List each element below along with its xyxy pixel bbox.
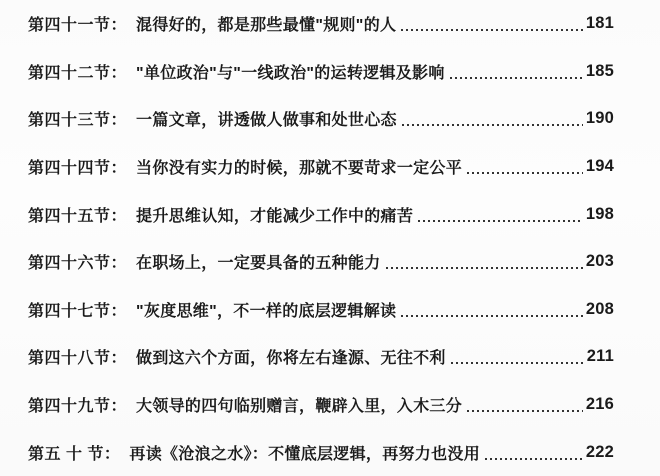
dot-leader xyxy=(467,410,583,412)
toc-entry xyxy=(28,333,614,381)
toc-entry xyxy=(28,286,614,334)
chapter-label: 第四十八节： xyxy=(28,350,128,368)
chapter-title: 做到这六个方面，你将左右逢源、无往不利 xyxy=(136,350,446,368)
page-number: 181 xyxy=(585,14,614,33)
dot-leader xyxy=(401,315,583,317)
chapter-label: 第四十五节： xyxy=(28,207,128,225)
page-number: 203 xyxy=(585,252,614,271)
dot-leader xyxy=(386,267,583,269)
chapter-label: 第四十二节： xyxy=(28,64,128,82)
dot-leader xyxy=(485,458,583,460)
dot-leader xyxy=(451,362,584,364)
chapter-label: 第四十三节： xyxy=(28,112,128,130)
page-number: 216 xyxy=(585,395,614,414)
chapter-title: 提升思维认知，才能减少工作中的痛苦 xyxy=(136,207,414,225)
toc-entry xyxy=(28,95,614,143)
chapter-label: 第四十六节： xyxy=(28,255,128,273)
chapter-label: 第四十七节： xyxy=(28,302,128,320)
chapter-title: 当你没有实力的时候，那就不要苛求一定公平 xyxy=(136,160,463,178)
toc-entry xyxy=(28,238,614,286)
page-number: 194 xyxy=(585,157,614,176)
toc-entry xyxy=(28,190,614,238)
chapter-title: 混得好的，都是那些最懂"规则"的人 xyxy=(136,17,397,35)
chapter-title: 再读《沧浪之水》：不懂底层逻辑，再努力也没用 xyxy=(129,445,481,463)
chapter-title: 一篇文章，讲透做人做事和处世心态 xyxy=(136,112,397,130)
chapter-title: "单位政治"与"一线政治"的运转逻辑及影响 xyxy=(136,64,445,82)
toc-entry xyxy=(28,381,614,429)
toc-entry xyxy=(28,48,614,96)
dot-leader xyxy=(467,172,583,174)
toc-entry xyxy=(28,0,614,48)
chapter-label: 第四十一节： xyxy=(28,17,128,35)
dot-leader xyxy=(402,124,583,126)
chapter-title: "灰度思维"，不一样的底层逻辑解读 xyxy=(136,302,397,320)
toc-list xyxy=(28,0,614,476)
page-number: 185 xyxy=(585,61,614,80)
dot-leader xyxy=(401,29,583,31)
page-number: 198 xyxy=(585,204,614,223)
dot-leader xyxy=(450,77,583,79)
page-number: 222 xyxy=(585,442,614,461)
chapter-label: 第四十四节： xyxy=(28,160,128,178)
page-number: 208 xyxy=(585,299,614,318)
toc-entry xyxy=(28,428,614,476)
chapter-title: 大领导的四句临别赠言，鞭辟入里，入木三分 xyxy=(136,398,463,416)
chapter-label: 第四十九节： xyxy=(28,398,128,416)
chapter-label: 第五 十 节： xyxy=(28,445,121,463)
toc-entry xyxy=(28,143,614,191)
page-number: 211 xyxy=(586,347,614,366)
chapter-title: 在职场上，一定要具备的五种能力 xyxy=(136,255,381,273)
dot-leader xyxy=(418,220,583,222)
page-number: 190 xyxy=(585,109,614,128)
